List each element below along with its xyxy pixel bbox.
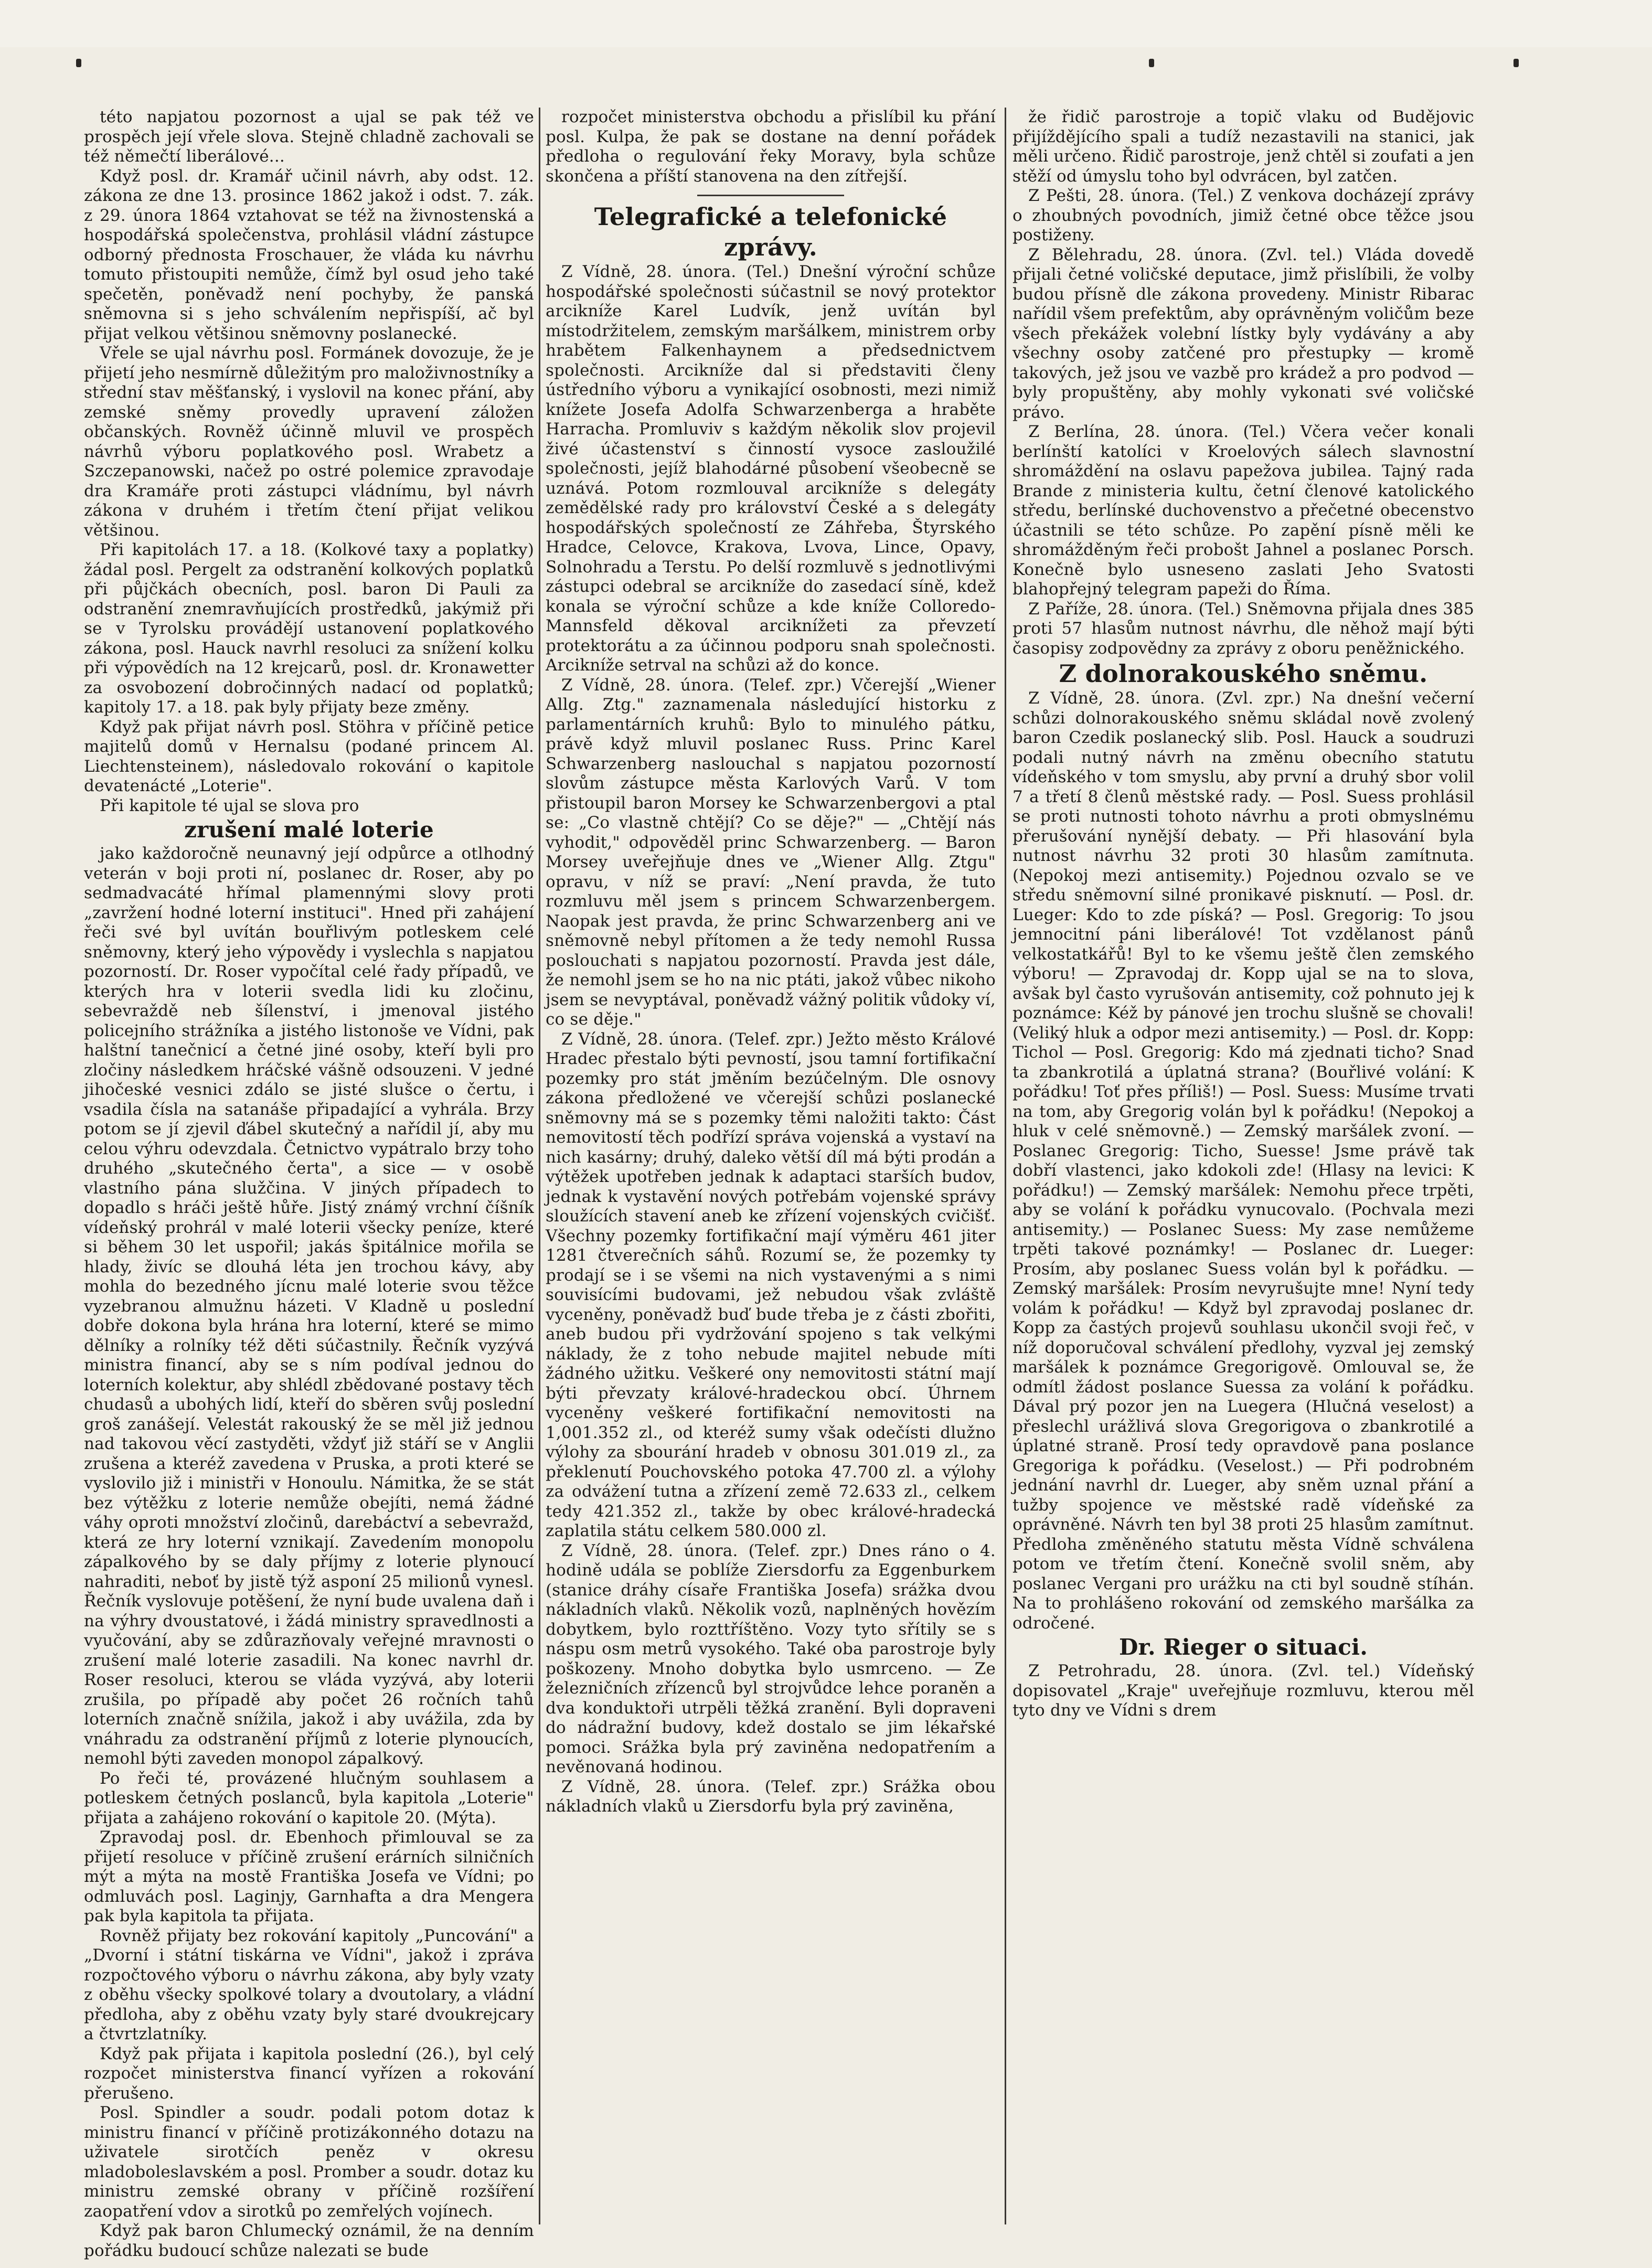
column-2 bbox=[546, 108, 996, 2232]
scan-speck bbox=[1514, 59, 1519, 67]
paragraph: Z Vídně, 28. února. (Telef. zpr.) Ježto město Králové Hradec přestalo býti pevností, jsou tamní fortifikační pozemky pro stát jměním bezúčelným. Dle osnovy zákona předložené ve včerejší schůzi poslanecké sněmovny má se s pozemky těmi naložiti takto: Část nemovitostí těch podřízí správa vojenská a vystaví na nich kasárny; druhý, daleko větší díl má býti prodán a výtěžek upotřeben jednak k adaptaci starších budov, jednak k vystavění nových potřebám vojenské správy sloužících stavení aneb ke zřízení vojenských cvičišť. Všechny pozemky fortifikační mají výměru 461 jiter 1281 čtverečních sáhů. Rozumí se, že pozemky ty prodají se i se všemi na nich vystavenými a s nimi souvisícími budovami, jež nebudou však zvláště vyceněny, poněvadž buď bude třeba je z části zbořiti, aneb budou při vydržování spojeno s tak velkými náklady, že z toho nebude majitel nebude míti žádného užitku. Veškeré ony nemovitosti státní mají býti převzaty králové-hradeckou obcí. Úhrnem vyceněny veškeré fortifikační nemovitosti na 1,001.352 zl., od kteréž sumy však odečísti dlužno výlohy za sbourání hradeb v obnosu 301.019 zl., za překlenutí Pouchovského potoka 47.700 zl. a výlohy za odvážení tutna a zřízení země 72.633 zl., celkem tedy 421.352 zl., takže by obec králové-hradecká zaplatila státu celkem 580.000 zl. bbox=[546, 1029, 996, 1540]
column-3 bbox=[1012, 108, 1474, 2232]
paragraph: Po řeči té, provázené hlučným souhlasem a potleskem četných poslanců, byla kapitola „Loterie" přijata a zahájeno rokování o kapitole 20. (Mýta). bbox=[84, 1769, 534, 1827]
column-divider bbox=[539, 108, 540, 2224]
paragraph: Z Bělehradu, 28. února. (Zvl. tel.) Vláda dovedě přijali četné voličské deputace, jimž přislíbili, že volby budou přísně dle zákona provedeny. Ministr Ribarac nařídil všem prefektům, aby oprávněným voličům beze všech překážek volební lístky byly vydávány a aby všechny osoby zatčené pro přestupky — kromě takových, jež jsou ve vazbě pro krádež a pro podvod — byly propuštěny, aby mohly vykonati své voličské právo. bbox=[1012, 245, 1474, 422]
paragraph: Když pak přijat návrh posl. Stöhra v příčině petice majitelů domů v Hernalsu (podané princem Al. Liechtensteinem), následovalo rokování o kapitole devatenácté „Loterie". bbox=[84, 717, 534, 795]
paragraph: Z Paříže, 28. února. (Tel.) Sněmovna přijala dnes 385 proti 57 hlasům nutnost návrhu, dle něhož mají býti časopisy zodpovědny za zprávy z oboru peněžnického. bbox=[1012, 599, 1474, 658]
paragraph: Zpravodaj posl. dr. Ebenhoch přimlouval se za přijetí resoluce v příčině zrušení erárních silničních mýt a mýta na mostě Františka Josefa ve Vídni; po odmluvách posl. Laginjy, Garnhafta a dra Mengera pak byla kapitola ta přijata. bbox=[84, 1828, 534, 1925]
paragraph: Vřele se ujal návrhu posl. Formánek dovozuje, že je přijetí jeho nesmírně důležitým pro maloživnostníky a střední stav měšťanský, i vyslovil na konec přání, aby zemské sněmy provedly upravení záložen občanských. Rovněž účinně mluvil ve prospěch návrhů výboru poplatkového posl. Wrabetz a Szczepanowski, načež po ostré polemice zpravodaje dra Kramáře proti zástupci vládnímu, byl návrh zákona v druhém i třetím čtení přijat velikou většinou. bbox=[84, 344, 534, 540]
paragraph: jako každoročně neunavný její odpůrce a otlhodný veterán v boji proti ní, poslanec dr. Roser, aby po sedmadvacáté hřímal plamennými slovy proti „zavržení hodné loterní instituci". Hned při zahájení řeči své byl uvítán bouřlivým potleskem celé sněmovny, který jeho výpovědy i vyslechla s napjatou pozorností. Dr. Roser vypočítal celé řady případů, ve kterých hra v loterii svedla lidi ku zločinu, sebevraždě neb šílenství, i jmenoval jistého policejního strážníka a jistého listonoše ve Vídni, pak halštní tanečnicí a četné jiné osoby, kteří byli pro zločiny následkem hráčské vášně odsouzeni. V jedné jihočeské vesnici zdálo se jisté slušce o čertu, i vsadila čísla na satanáše připadající a vyhrála. Brzy potom se jí zjevil ďábel skutečný a nařídil jí, aby mu celou výhru odevzdala. Četnictvo vypátralo brzy toho druhého „skutečného čerta", a sice — v osobě vlastního pána služčina. V jiných případech to dopadlo s hráči ještě hůře. Jistý známý vrchní číšník vídeňský prohrál v malé loterii všecky peníze, které si během 30 let uspořil; jakás špitálnice mořila se hlady, živíc se dlouhá léta jen trochou kávy, aby mohla do bezedného jícnu malé loterie svou těžce vyzebranou almužnu házeti. V Kladně u poslední dobře dokona byla hrána hra loterní, které se mimo dělníky a rolníky též děti súčastnily. Řečník vyzývá ministra financí, aby se s ním podíval jednou do loterních kolektur, aby shlédl zbědované postavy těch chudasů a ubohých lidí, kteří do sběren svůj poslední groš zanášejí. Velestát rakouský že se měl již jednou nad takovou věcí zastyděti, vždyť již stáří se v Anglii zrušena a kteréž zavedena v Pruska, a proti které se vyslovilo již i ministři v Honoulu. Námitka, že se stát bez výtěžku z loterie nemůže obejíti, nemá žádné váhy oproti množství zločinů, darebáctví a sebevražd, která ze hry loterní vznikají. Zavedením monopolu zápalkového by se daly příjmy z loterie plynoucí nahraditi, neboť by jistě týž asponí 25 milionů vynesl. Řečník vyslovuje potěšení, že nyní bude uvalena daň i na výhry dvoustatové, i žádá ministry spravedlnosti a vyučování, aby se zdůrazňovaly veřejné mravnosti o zrušení malé loterie zasadili. Na konec navrhl dr. Roser resoluci, kterou se vláda vyzývá, aby loterii zrušila, po případě aby počet 26 ročních tahů loterních značně snížila, jakož i aby uvážila, zda by vnáhradu za odstranění příjmů z loterie plynoucích, nemohl býti zaveden monopol zápalkový. bbox=[84, 844, 534, 1768]
subheading-lottery: zrušení malé loterie bbox=[184, 817, 434, 843]
section-divider bbox=[697, 195, 844, 196]
column-divider bbox=[1005, 108, 1006, 2224]
paragraph: Z Petrohradu, 28. února. (Zvl. tel.) Vídeňský dopisovatel „Kraje" uveřejňuje rozmluvu, kterou měl tyto dny ve Vídni s drem bbox=[1012, 1662, 1474, 1720]
heading-rieger-situation: Dr. Rieger o situaci. bbox=[1118, 1634, 1368, 1660]
scan-speck bbox=[76, 59, 81, 67]
paragraph: Když pak baron Chlumecký oznámil, že na denním pořádku budoucí schůze nalezati se bude bbox=[84, 2221, 534, 2260]
paragraph: že řidič parostroje a topič vlaku od Budějovic přijíždějícího spali a tudíž nezastavili na stanici, jak měli určeno. Řidič parostroje, jenž chtěl si zoufati a jen stěží od úmyslu toho byl odvrácen, byl zatčen. bbox=[1012, 108, 1474, 186]
paragraph: Rovněž přijaty bez rokování kapitoly „Puncování" a „Dvorní i státní tiskárna ve Vídni", jakož i zpráva rozpočtového výboru o návrhu zákona, aby byly vzaty z oběhu všecky spolkové tolary a dvoutolary, a vládní předloha, aby z oběhu vzaty byly staré dvoukrejcary a čtvrtzlatníky. bbox=[84, 1926, 534, 2043]
paragraph: Z Berlína, 28. února. (Tel.) Včera večer konali berlínští katolíci v Kroelových sálech slavnostní shromáždění na oslavu papežova jubilea. Tajný rada Brande z ministeria kultu, četní členové katolického středu, berlínské duchovenstvo a přečetné obecenstvo účastnili se této schůze. Po zapění písně měli ke shromážděným řeči probošt Jahnel a poslanec Porsch. Konečně bylo usneseno zaslati Jeho Svatosti blahopřejný telegram papeži do Říma. bbox=[1012, 422, 1474, 599]
heading-lower-austrian-diet: Z dolnorakouského sněmu. bbox=[1059, 659, 1428, 688]
paragraph: Když pak přijata i kapitola poslední (26.), byl celý rozpočet ministerstva financí vyřízen a rokování přerušeno. bbox=[84, 2044, 534, 2103]
scan-speck bbox=[1149, 59, 1154, 67]
paragraph: Z Vídně, 28. února. (Telef. zpr.) Včerejší „Wiener Allg. Ztg." zaznamenala následující historku z parlamentárních kruhů: Bylo to minulého pátku, právě když mluvil poslanec Russ. Princ Karel Schwarzenberg naslouchal s napjatou pozorností slovům zástupce města Karlových Varů. V tom přistoupil baron Morsey ke Schwarzenbergovi a ptal se: „Co vlastně chtějí? Co se děje?" — „Chtějí nás vyhodit," odpověděl princ Schwarzenberg. — Baron Morsey uveřejňuje dnes ve „Wiener Allg. Ztgu" opravu, v níž se praví: „Není pravda, že tuto rozmluvu měl jsem s princem Schwarzenbergem. Naopak jest pravda, že princ Schwarzenberg ani ve sněmovně nebyl přítomen a že tedy nemohl Russa poslouchati s napjatou pozorností. Pravda jest dále, že nemohl jsem se ho na nic ptáti, jakož vůbec nikoho jsem se nevyptával, poněvadž vážný politik vůdoky ví, co se děje." bbox=[546, 675, 996, 1029]
paragraph: Posl. Spindler a soudr. podali potom dotaz k ministru financí v příčině protizákonného dotazu na uživatele sirotčích peněz v okresu mladoboleslavském a posl. Promber a soudr. dotaz ku ministru zemské obrany v příčině rozšíření zaopatření vdov a sirotků po zemřelých vojínech. bbox=[84, 2103, 534, 2221]
paragraph: této napjatou pozornost a ujal se pak též ve prospěch její vřele slova. Stejně chladně zachovali se též němečtí liberálové... bbox=[84, 108, 534, 166]
paragraph: Při kapitolách 17. a 18. (Kolkové taxy a poplatky) žádal posl. Pergelt za odstranění kolkových poplatků při půjčkách obecních, posl. baron Di Pauli za odstranění znemravňujících prostředků, jakýmiž při se v Tyrolsku provádějí ustanovení poplatkového zákona, posl. Hauck navrhl resoluci za snížení kolku při výpovědích na 12 krejcarů, posl. dr. Kronawetter za osvobození dobročinných nadací od poplatků; kapitoly 17. a 18. pak byly přijaty beze změny. bbox=[84, 540, 534, 717]
paragraph: Z Pešti, 28. února. (Tel.) Z venkova docházejí zprávy o zhoubných povodních, jimiž četné obce těžce jsou postiženy. bbox=[1012, 186, 1474, 244]
column-1 bbox=[84, 108, 534, 2260]
paragraph: Když posl. dr. Kramář učinil návrh, aby odst. 12. zákona ze dne 13. prosince 1862 jakož i odst. 7. zák. z 29. února 1864 vztahovat se též na živnostenská a hospodářská společenstva, prohlásil vládní zástupce odborný přednosta Froschauer, že vláda ku návrhu tomuto přistoupiti nemůže, čímž byl osud jeho také spečetěn, poněvadž není pochyby, že panská sněmovna si s jeho schválením nepřispíší, ač byl přijat velkou většinou sněmovny poslanecké. bbox=[84, 166, 534, 343]
paragraph: Při kapitole té ujal se slova pro bbox=[100, 796, 359, 815]
heading-telegraphic-news: Telegrafické a telefonické zprávy. bbox=[594, 203, 947, 261]
paragraph: Z Vídně, 28. února. (Telef. zpr.) Srážka obou nákladních vlaků u Ziersdorfu byla prý zaviněna, bbox=[546, 1777, 996, 1816]
paragraph: Z Vídně, 28. února. (Tel.) Dnešní výroční schůze hospodářské společnosti súčastnil se nový protektor arcikníže Karel Ludvík, jenž uvítán byl místodržitelem, zemským maršálkem, ministrem orby hrabětem Falkenhaynem a předsednictvem společnosti. Arcikníže dal si představiti členy ústředního výboru a vynikající osobnosti, mezi nimiž knížete Josefa Adolfa Schwarzenberga a hraběte Harracha. Promluviv s každým několik slov projevil živé účastenství s činností vysoce zasloužilé společnosti, jejíž blahodárné působení všeobecně se uznává. Potom rozmlouval arcikníže s delegáty zemědělské rady pro království České a s delegáty hospodářských společností ze Záhřeba, Štyrského Hradce, Celovce, Krakova, Lvova, Lince, Opavy, Solnohradu a Terstu. Po delší rozmluvě s jednotlivými zástupci odebral se arcikníže do zasedací síně, kdež konala se výroční schůze a kde kníže Colloredo-Mannsfeld děkoval arciknížeti za převzetí protektorátu a za účinnou podporu snah společnosti. Arcikníže setrval na schůzi až do konce. bbox=[546, 262, 996, 675]
scan-top-margin bbox=[0, 0, 1652, 47]
paragraph: rozpočet ministerstva obchodu a přislíbil ku přání posl. Kulpa, že pak se dostane na denní pořádek předloha o regulování řeky Moravy, byla schůze skončena a příští stanovena na den zítřejší. bbox=[546, 108, 996, 186]
paragraph: Z Vídně, 28. února. (Zvl. zpr.) Na dnešní večerní schůzi dolnorakouského sněmu skládal nově zvolený baron Czedik poslanecký slib. Posl. Hauck a soudruzi podali nutný návrh na změnu obecního statutu vídeňského v tom smyslu, aby první a druhý sbor volil 7 a třetí 8 členů městské rady. — Posl. Suess prohlásil se proti nutnosti tohoto návrhu a proti obmyslnému přerušování nynější debaty. — Při hlasování byla nutnost návrhu 32 proti 30 hlasům zamítnuta. (Nepokoj mezi antisemity.) Pojednou ozvalo se ve středu sněmovní silné pronikavé pisknutí. — Posl. dr. Lueger: Kdo to zde píská? — Posl. Gregorig: To jsou jemnocitní páni liberálové! Tot vzdělanost pánů velkostatkářů! Byl to ke všemu ještě člen zemského výboru! — Zpravodaj dr. Kopp ujal se na to slova, avšak byl často vyrušován antisemity, což pohnuto jej k poznámce: Kéž by pánové jen trochu slušně se chovali! (Veliký hluk a odpor mezi antisemity.) — Posl. dr. Kopp: Tichol — Posl. Gregorig: Kdo má zjednati ticho? Snad ta zbankrotilá a úplatná strana? (Bouřlivé volání: K pořádku! Toť přes příliš!) — Posl. Suess: Musíme trvati na tom, aby Gregorig volán byl k pořádku! (Nepokoj a hluk v celé sněmovně.) — Zemský maršálek zvoní. — Poslanec Gregorig: Ticho, Suesse! Jsme právě tak dobří vlastenci, jako kdokoli zde! (Hlasy na levici: K pořádku!) — Zemský maršálek: Nemohu přece trpěti, aby se volání k pořádku vynucovalo. (Pochvala mezi antisemity.) — Poslanec Suess: My zase nemůžeme trpěti takové poznámky! — Poslanec dr. Lueger: Prosím, aby poslanec Suess volán byl k pořádku. — Zemský maršálek: Prosím nevyrušujte mne! Nyní tedy volám k pořádku! — Když byl zpravodaj poslanec dr. Kopp za častých projevů souhlasu ukončil svoji řeč, v níž doporučoval schválení předlohy, vyzval jej zemský maršálek k poznámce Gregorigově. Omlouval se, že odmítl žádost poslance Suessa za volání k pořádku. Dával prý pozor jen na Luegera (Hlučná veselost) a přeslechl urážlivá slova Gregorigova o zbankrotilé a úplatné straně. Prosí tedy opravdově pana poslance Gregoriga k pořádku. (Veselost.) — Při podrobném jednání navrhl dr. Lueger, aby sněm uznal přání a tužby spojence ve městské radě vídeňské za oprávněné. Návrh ten byl 38 proti 25 hlasům zamítnut. Předloha změněného statutu města Vídně schválena potom ve třetím čtení. Konečně svolil sněm, aby poslanec Vergani pro urážku na cti byl soudně stíhán. Na to prohlášeno rokování od zemského maršálka za odročené. bbox=[1012, 689, 1474, 1633]
paragraph: Z Vídně, 28. února. (Telef. zpr.) Dnes ráno o 4. hodině udála se poblíže Ziersdorfu za Eggenburkem (stanice dráhy císaře Františka Josefa) srážka dvou nákladních vlaků. Několik vozů, naplněných hovězím dobytkem, bylo rozttříštěno. Vozy tyto sřítily se s náspu osm metrů vysokého. Také oba parostroje byly poškozeny. Mnoho dobytka bylo usmrceno. — Ze železničních zřízenců byl strojvůdce lehce poraněn a dva konduktoři utrpěli těžká zranění. Byli dopraveni do nádražní budovy, kdež dostalo se jim lékařské pomoci. Srážka byla prý zaviněna nedopatřením a nevěnovaná hodinou. bbox=[546, 1541, 996, 1776]
